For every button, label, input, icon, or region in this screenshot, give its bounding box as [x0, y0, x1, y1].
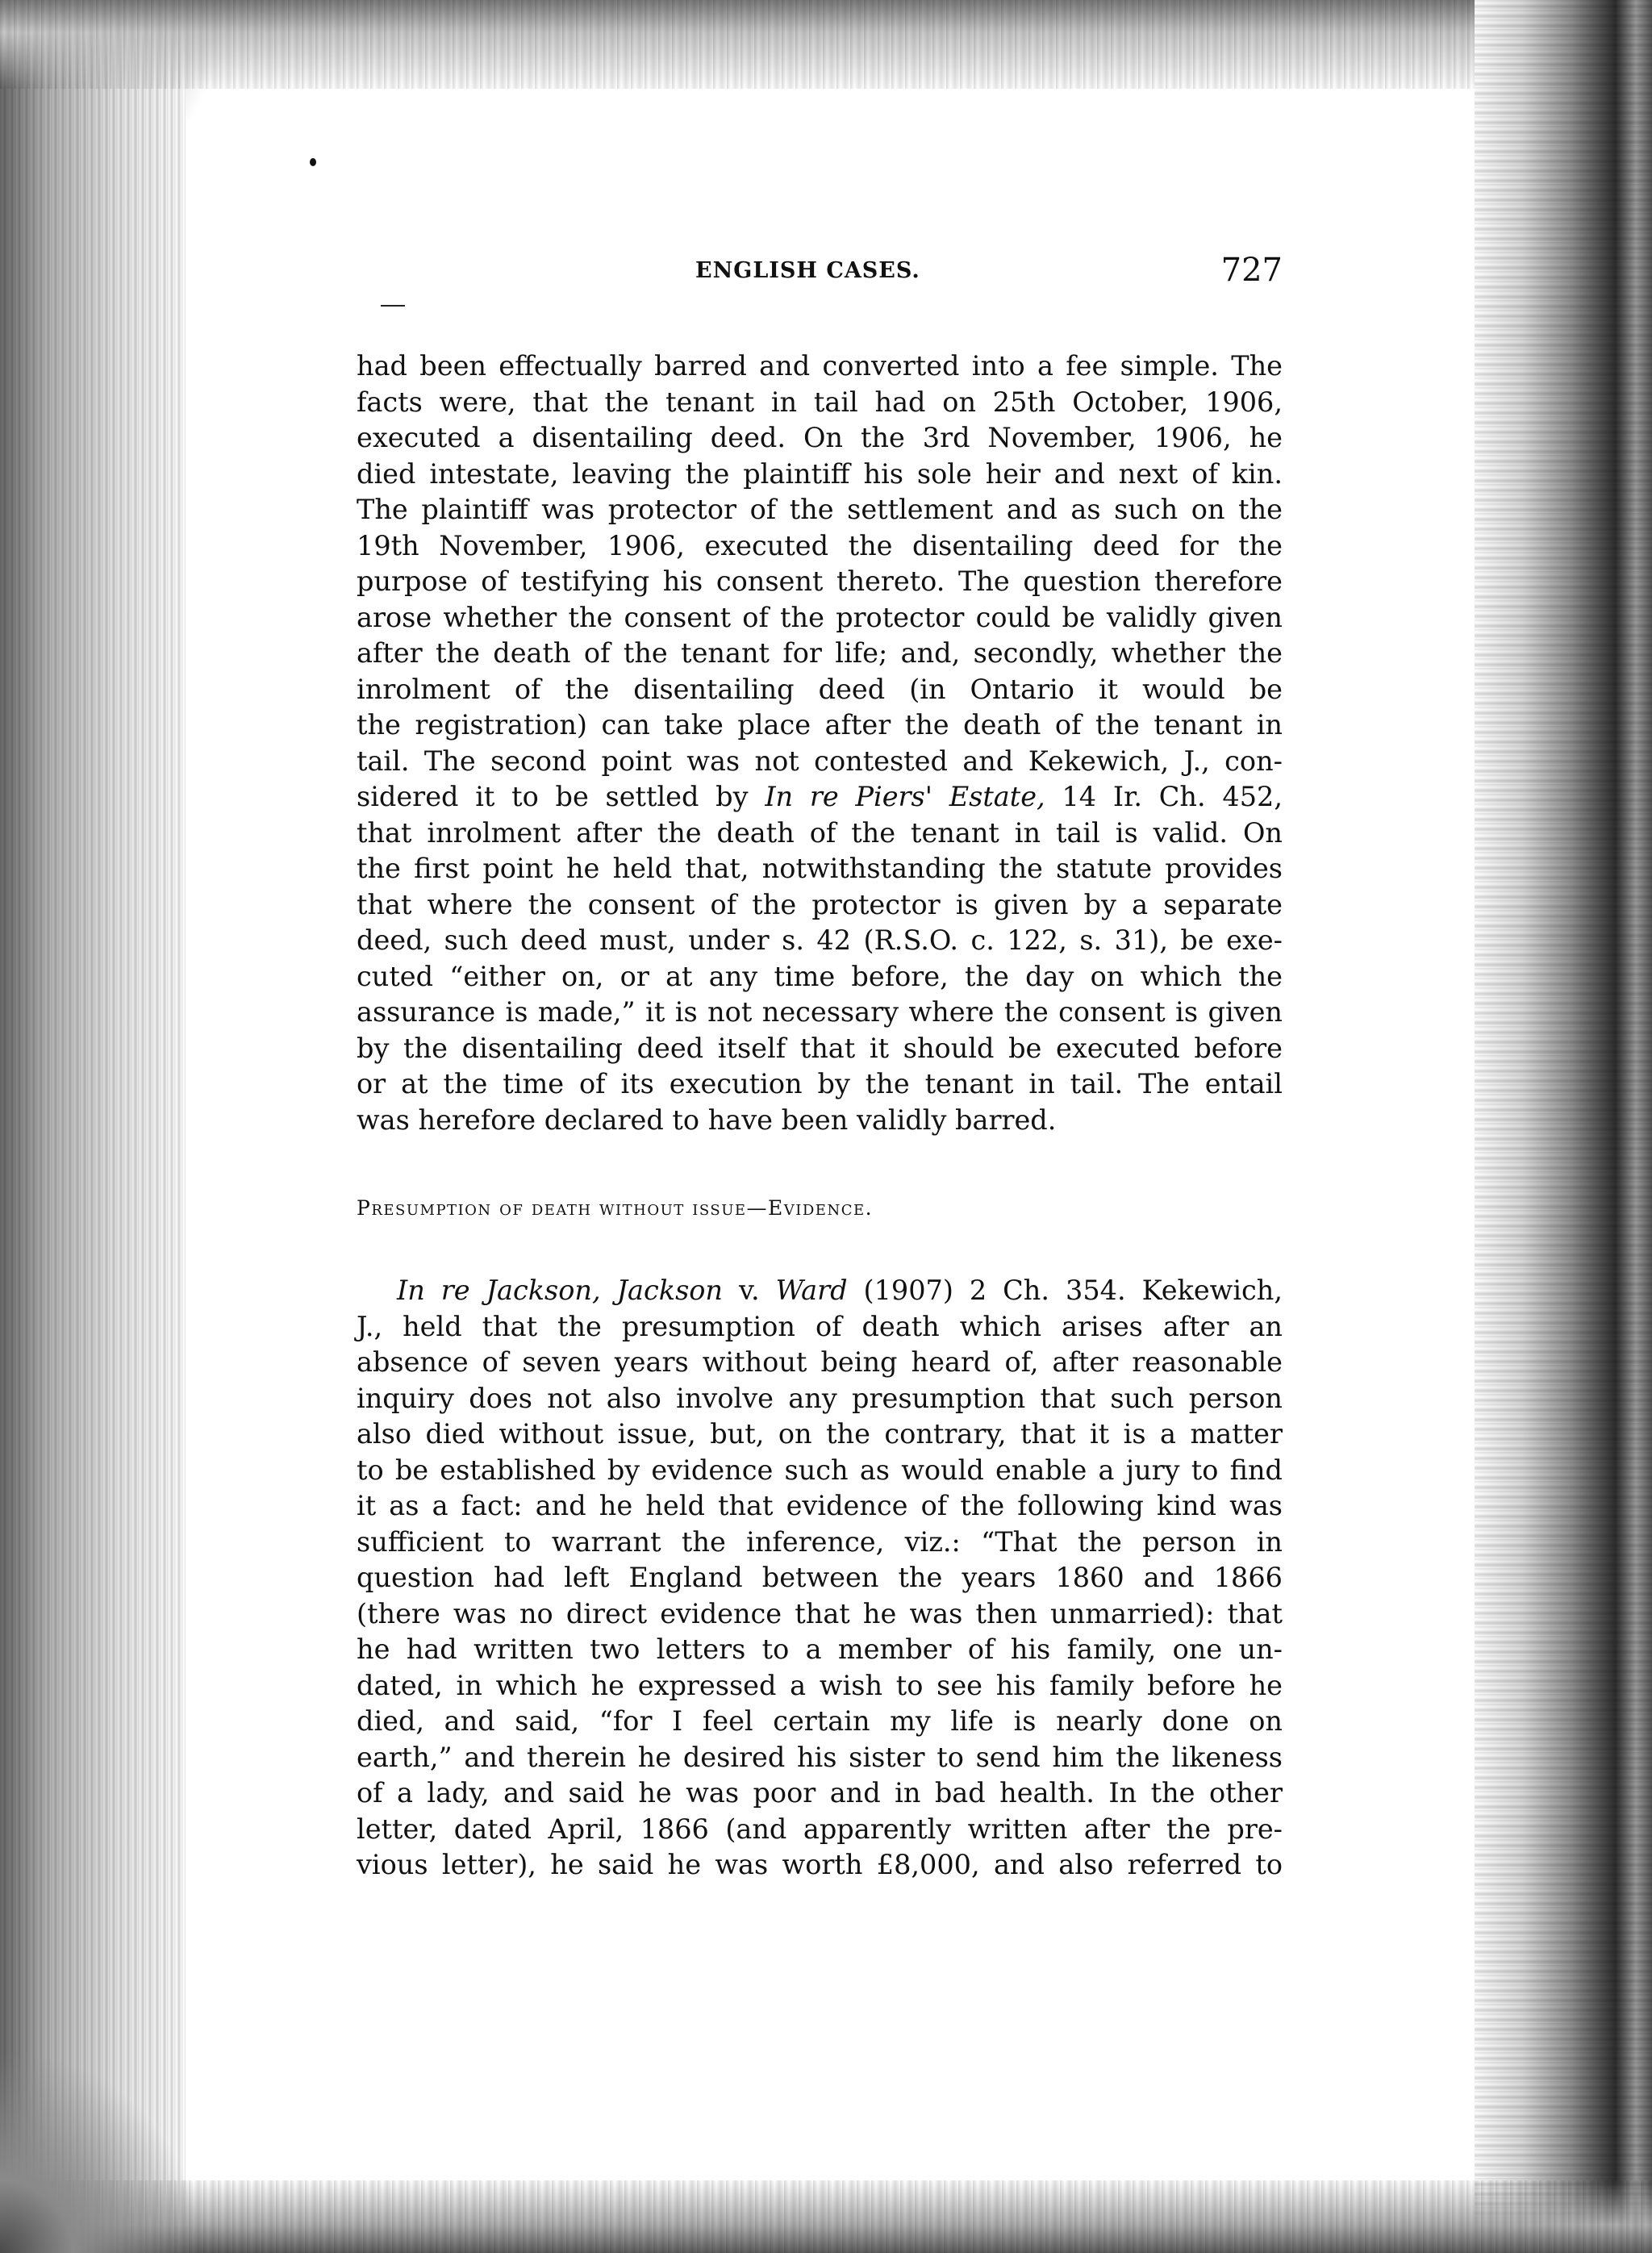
text-line: executed a disentailing deed. On the 3rd November, 1906, he: [357, 422, 1283, 453]
text-line: deed, such deed must, under s. 42 (R.S.O. c. 122, s. 31), be exe-: [357, 924, 1283, 956]
text-line: absence of seven years without being heard of, after reasonable: [357, 1346, 1283, 1378]
text-line: earth,” and therein he desired his sister to send him the likeness: [357, 1741, 1283, 1773]
text-line: the first point he held that, notwithstanding the statute provides: [357, 853, 1283, 884]
case-reference: (1907) 2 Ch. 354. Kekewich,: [863, 1275, 1283, 1306]
text-line: purpose of testifying his consent thereto. The question therefore: [357, 565, 1283, 597]
text-line: question had left England between the years 1860 and 1866: [357, 1562, 1283, 1593]
text-line: (there was no direct evidence that he was then unmarried): that: [357, 1597, 1283, 1629]
text-line: he had written two letters to a member of his family, one un-: [357, 1633, 1283, 1665]
text-line: died, and said, “for I feel certain my life is nearly done on: [357, 1705, 1283, 1737]
text-line: tail. The second point was not contested and Kekewich, J., con-: [357, 745, 1283, 777]
text-line-case-title: [357, 1273, 1283, 1309]
scan-shadow-bottom-left: [0, 2043, 210, 2253]
text-line: of a lady, and said he was poor and in bad health. In the other: [357, 1777, 1283, 1809]
text-line: 19th November, 1906, executed the disentailing deed for the: [357, 529, 1283, 561]
header-rule: [381, 305, 405, 307]
scan-edge-right: [1475, 0, 1652, 2253]
running-head: [357, 250, 1283, 298]
text-line: it as a fact: and he held that evidence of the following kind was: [357, 1490, 1283, 1521]
book-page: [357, 250, 1283, 1884]
text-line: assurance is made,” it is not necessary where the consent is given: [357, 996, 1283, 1028]
running-title: ENGLISH CASES.: [695, 258, 920, 283]
scan-speck: [310, 158, 316, 166]
text-line: to be established by evidence such as would enable a jury to find: [357, 1454, 1283, 1486]
paragraph-jackson-case: [357, 1273, 1283, 1884]
text-line: inquiry does not also involve any presumption that such person: [357, 1382, 1283, 1414]
text-line: sufficient to warrant the inference, viz.: “That the person in: [357, 1525, 1283, 1558]
text-line-citation: [357, 779, 1283, 816]
text-line: that where the consent of the protector is given by a separate: [357, 888, 1283, 920]
case-name-piers-estate: In re Piers' Estate,: [765, 781, 1045, 812]
text-line: arose whether the consent of the protector could be validly given: [357, 601, 1283, 633]
case-name-ward: Ward: [775, 1275, 848, 1306]
case-name-jackson: In re Jackson, Jackson: [397, 1275, 724, 1306]
text-line: the registration) can take place after the death of the tenant in: [357, 709, 1283, 741]
text-line: by the disentailing deed itself that it should be executed before: [357, 1032, 1283, 1064]
page-number: 727: [1220, 252, 1283, 289]
text-line: The plaintiff was protector of the settlement and as such on the: [357, 494, 1283, 525]
citation-reference: 14 Ir. Ch. 452,: [1062, 781, 1283, 812]
text-line: inrolment of the disentailing deed (in Ontario it would be: [357, 673, 1283, 705]
text-line: vious letter), he said he was worth £8,000, and also referred to: [357, 1849, 1283, 1880]
text-line: after the death of the tenant for life; and, secondly, whether the: [357, 637, 1283, 669]
text-line: was herefore declared to have been validly barred.: [357, 1104, 1057, 1136]
citation-lead: sidered it to be settled by: [357, 781, 749, 812]
text-line: also died without issue, but, on the contrary, that it is a matter: [357, 1418, 1283, 1450]
text-line: had been effectually barred and converted into a fee simple. The: [357, 350, 1283, 382]
text-line: that inrolment after the death of the tenant in tail is valid. On: [357, 816, 1283, 849]
text-line: or at the time of its execution by the tenant in tail. The entail: [357, 1068, 1283, 1099]
scan-edge-bottom: [0, 2180, 1652, 2253]
case-versus: v.: [739, 1275, 760, 1306]
text-line: died intestate, leaving the plaintiff his sole heir and next of kin.: [357, 457, 1283, 490]
text-line: dated, in which he expressed a wish to see his family before he: [357, 1669, 1283, 1701]
text-line: J., held that the presumption of death which arises after an: [357, 1310, 1283, 1342]
section-heading: Presumption of death without issue—Evidence.: [357, 1196, 874, 1220]
scan-edge-top: [0, 0, 1652, 89]
scan-edge-left: [0, 0, 186, 2253]
text-line: facts were, that the tenant in tail had on 25th October, 1906,: [357, 386, 1283, 418]
text-line: cuted “either on, or at any time before, the day on which the: [357, 960, 1283, 992]
paragraph-entail-case: [357, 348, 1283, 1138]
text-line: letter, dated April, 1866 (and apparently written after the pre-: [357, 1813, 1283, 1845]
